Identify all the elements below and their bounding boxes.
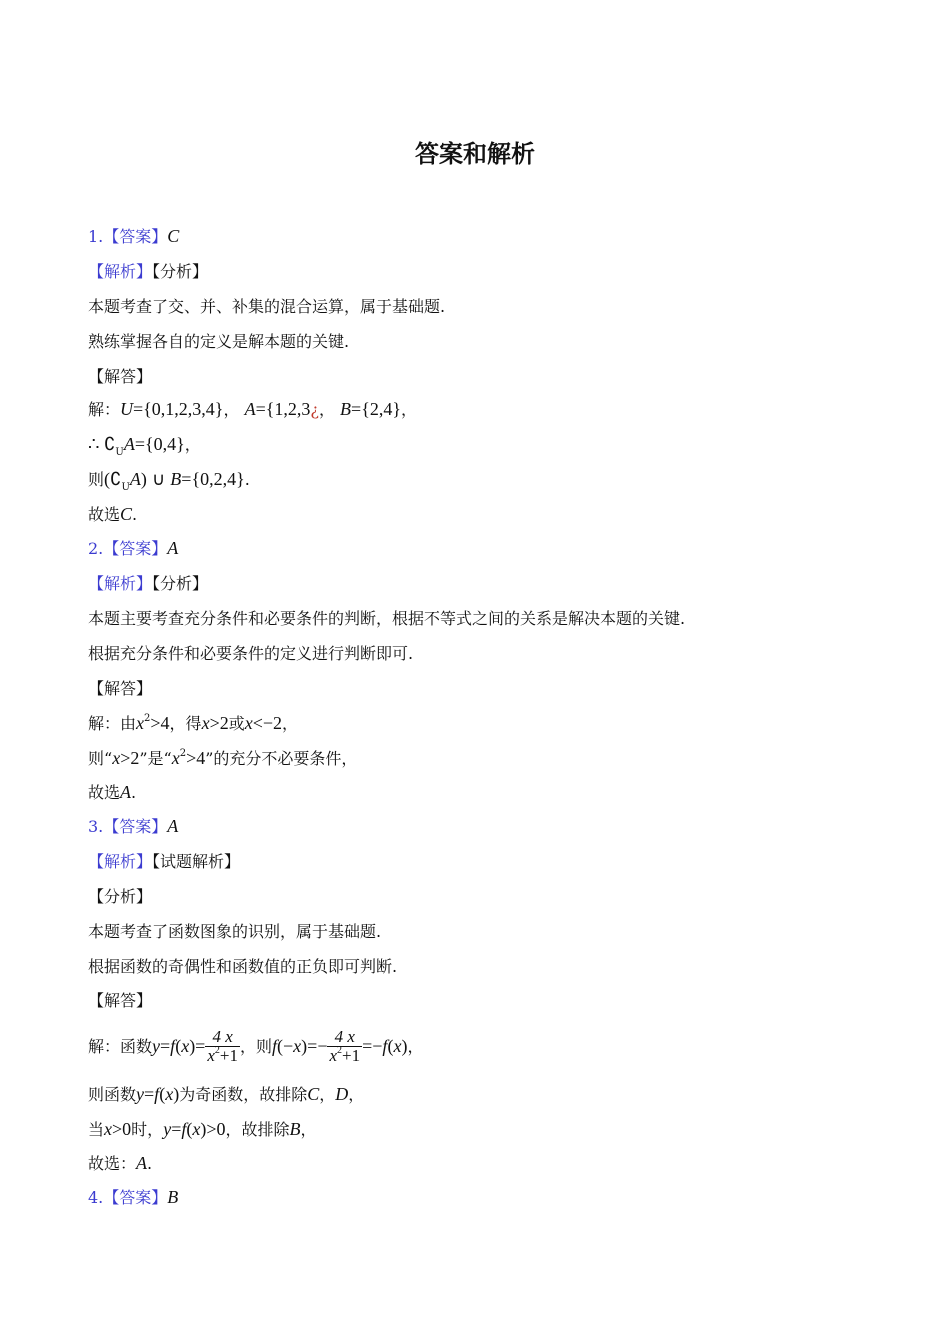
math-var: x: [104, 1119, 113, 1139]
render-glitch-char: ¿: [310, 400, 319, 419]
text-span: ，: [407, 1037, 424, 1056]
math-op: =−: [362, 1036, 383, 1056]
math-var: x: [293, 1036, 302, 1056]
q1-answer-line: [88, 223, 179, 249]
q3-solution-line-4: [88, 1150, 152, 1176]
text-span: 则“: [88, 749, 113, 768]
math-func: f: [170, 1036, 176, 1056]
math-var: B: [289, 1119, 301, 1139]
q1-analysis-tag: 【解析】: [88, 262, 153, 281]
q1-solution-line-1: [88, 396, 417, 422]
q2-answer-line: [88, 535, 178, 561]
fraction: [205, 1028, 240, 1068]
math-set: {0,1,2,3,4}: [143, 399, 224, 419]
q2-answer-value: A: [167, 538, 179, 558]
math-func: f: [272, 1036, 278, 1056]
math-var: A: [129, 469, 141, 489]
text-span: 故选: [88, 505, 121, 524]
math-op: =: [351, 399, 362, 419]
math-op: (: [175, 1036, 182, 1056]
math-set: {0,4}: [145, 434, 185, 454]
text-span: 时，: [131, 1120, 164, 1139]
math-var: y: [152, 1036, 161, 1056]
q3-solution-line-2: [88, 1081, 364, 1107]
math-op: >0: [112, 1119, 132, 1139]
math-var: x: [201, 713, 210, 733]
q3-answer-label: 3.【答案】: [88, 817, 168, 836]
math-var: x: [171, 748, 180, 768]
q3-paragraph-1: 本题考查了函数图象的识别，属于基础题.: [88, 922, 382, 941]
math-op: >4: [186, 748, 206, 768]
math-var: y: [163, 1119, 172, 1139]
text-span: 或: [228, 714, 245, 733]
q2-fenxi-tag: 【分析】: [152, 574, 209, 593]
text-span: 当: [88, 1120, 105, 1139]
text-span: ，: [348, 1085, 365, 1104]
text-span: 解：由: [88, 714, 137, 733]
fraction-denominator: [205, 1046, 240, 1068]
text-span: 解：函数: [88, 1037, 153, 1056]
math-op: +1: [219, 1045, 238, 1065]
q3-solution-line-1: [88, 1025, 423, 1067]
q2-solution-tag: 【解答】: [88, 679, 153, 698]
math-var: x: [329, 1045, 338, 1065]
q2-tags-line: [88, 571, 208, 597]
text-span: ，: [282, 714, 299, 733]
q2-analysis-tag: 【解析】: [88, 574, 153, 593]
text-span: ”的充分不必要条件，: [205, 749, 358, 768]
q3-answer-line: [88, 813, 178, 839]
q2-paragraph-2: 根据充分条件和必要条件的定义进行判断即可.: [88, 644, 414, 663]
math-var: x: [181, 1036, 190, 1056]
math-superscript: 2: [144, 713, 151, 724]
math-var: x: [393, 1036, 402, 1056]
math-op: (∁: [104, 469, 122, 489]
math-var: y: [136, 1084, 145, 1104]
q4-answer-label: 4.【答案】: [88, 1188, 168, 1207]
text-span: 故选：: [88, 1154, 137, 1173]
q3-paragraph-2: 根据函数的奇偶性和函数值的正负即可判断.: [88, 957, 398, 976]
q1-answer-label: 1.【答案】: [88, 227, 168, 246]
math-op: )=−: [301, 1036, 328, 1056]
q1-solution-tag: 【解答】: [88, 367, 153, 386]
q2-solution-line-2: [88, 745, 357, 771]
math-var: B: [170, 469, 182, 489]
text-span: 解：: [88, 400, 121, 419]
math-op: )=: [189, 1036, 206, 1056]
q2-answer-label: 2.【答案】: [88, 539, 168, 558]
math-op: (: [159, 1084, 166, 1104]
q3-trial-tag: 【试题解析】: [152, 852, 241, 871]
text-span: .: [132, 505, 138, 524]
text-span: ”是“: [139, 749, 172, 768]
q1-answer-value: C: [167, 226, 180, 246]
math-superscript: 2: [214, 1044, 220, 1056]
q3-tags-line: [88, 849, 240, 875]
q4-answer-value: B: [167, 1187, 179, 1207]
math-func: f: [181, 1119, 187, 1139]
math-var: A: [123, 434, 135, 454]
math-var: U: [120, 399, 134, 419]
math-var: x: [192, 1119, 201, 1139]
math-op: =: [255, 399, 266, 419]
text-span: 故选: [88, 783, 121, 802]
q4-answer-line: [88, 1184, 178, 1210]
math-op: ∪: [152, 469, 166, 489]
math-op: =: [160, 1036, 171, 1056]
math-op: =: [134, 434, 145, 454]
q1-solution-line-4: [88, 501, 137, 527]
math-op: =: [144, 1084, 155, 1104]
q3-solution-line-3: [88, 1116, 317, 1142]
text-span: .: [131, 783, 137, 802]
math-op: <−2: [252, 713, 283, 733]
math-var: A: [244, 399, 256, 419]
q1-solution-line-3: [88, 466, 250, 492]
math-op: )>0: [200, 1119, 226, 1139]
math-subscript: U: [121, 482, 130, 493]
math-set: {1,2,3: [265, 399, 311, 419]
text-span: ，: [300, 1120, 317, 1139]
math-var: B: [340, 399, 352, 419]
text-span: ，得: [169, 714, 202, 733]
q1-solution-line-2: [88, 431, 201, 457]
math-op: ): [173, 1084, 180, 1104]
fraction-numerator: 4 x: [212, 1026, 233, 1046]
math-var: A: [120, 782, 132, 802]
math-var: A: [136, 1153, 148, 1173]
q1-paragraph-1: 本题考查了交、并、补集的混合运算，属于基础题.: [88, 297, 446, 316]
text-span: ，: [400, 400, 417, 419]
text-span: ，: [319, 1085, 336, 1104]
text-span: ，故排除: [225, 1120, 290, 1139]
text-span: .: [147, 1154, 153, 1173]
q3-fenxi-tag: 【分析】: [88, 887, 153, 906]
math-op: ): [401, 1036, 408, 1056]
q3-answer-value: A: [167, 816, 179, 836]
math-func: f: [382, 1036, 388, 1056]
math-var: x: [136, 713, 145, 733]
text-span: .: [244, 470, 250, 489]
text-span: 则: [88, 470, 105, 489]
fraction: [327, 1028, 362, 1068]
math-func: f: [154, 1084, 160, 1104]
math-op: >2: [209, 713, 229, 733]
q1-paragraph-2: 熟练掌握各自的定义是解本题的关键.: [88, 332, 350, 351]
q2-solution-line-3: [88, 779, 136, 805]
math-subscript: U: [115, 447, 124, 458]
math-op: >2: [120, 748, 140, 768]
math-var: x: [244, 713, 253, 733]
math-set: {0,2,4}: [191, 469, 245, 489]
math-op: (: [186, 1119, 193, 1139]
fraction-numerator: 4 x: [334, 1026, 355, 1046]
math-var: x: [207, 1045, 215, 1065]
math-set: {2,4}: [361, 399, 401, 419]
math-superscript: 2: [179, 748, 187, 759]
q2-solution-line-1: [88, 710, 298, 736]
math-op: (−: [277, 1036, 294, 1056]
q1-fenxi-tag: 【分析】: [152, 262, 209, 281]
text-span: 则函数: [88, 1085, 137, 1104]
q3-solution-tag: 【解答】: [88, 991, 153, 1010]
math-var: C: [120, 504, 133, 524]
math-var: D: [335, 1084, 349, 1104]
text-span: 为奇函数，故排除: [179, 1085, 308, 1104]
math-op: =: [171, 1119, 182, 1139]
text-span: ，则: [239, 1037, 272, 1056]
math-op: (: [387, 1036, 394, 1056]
math-var: C: [307, 1084, 320, 1104]
math-op: =: [181, 469, 192, 489]
math-superscript: 2: [337, 1044, 343, 1056]
q2-paragraph-1: 本题主要考查充分条件和必要条件的判断，根据不等式之间的关系是解决本题的关键.: [88, 609, 686, 628]
fraction-denominator: [327, 1046, 362, 1068]
text-span: ，: [184, 435, 201, 454]
q1-tags-line: [88, 259, 208, 285]
math-op: >4: [150, 713, 170, 733]
text-span: ，: [223, 400, 240, 419]
math-op: ): [140, 469, 147, 489]
math-var: x: [165, 1084, 174, 1104]
q3-analysis-tag: 【解析】: [88, 852, 153, 871]
text-span: ，: [318, 400, 335, 419]
math-var: x: [112, 748, 121, 768]
math-op: ∴ ∁: [88, 434, 116, 454]
math-op: +1: [342, 1045, 361, 1065]
page-title: 答案和解析: [415, 140, 535, 168]
math-op: =: [133, 399, 144, 419]
